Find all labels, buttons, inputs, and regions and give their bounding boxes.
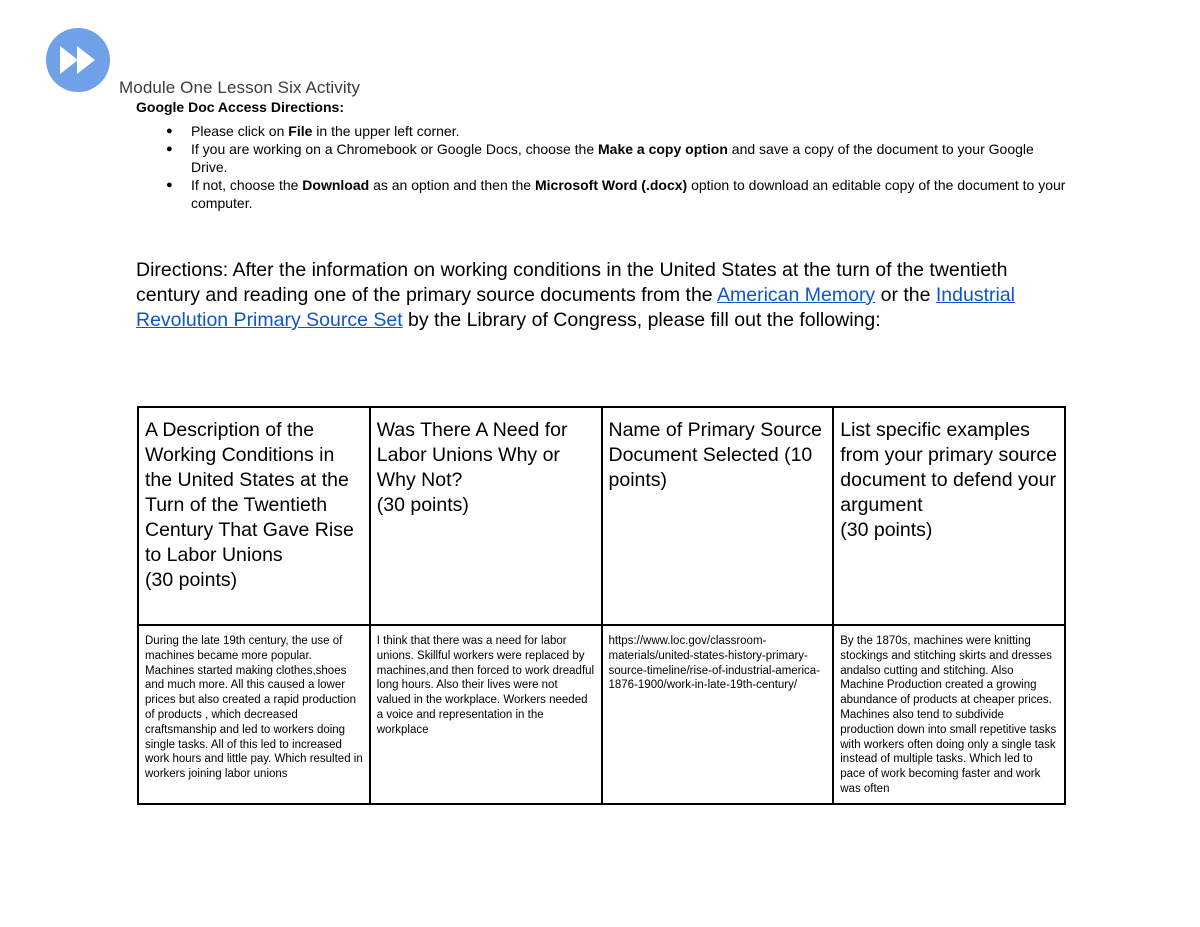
table-row [138, 625, 1065, 804]
access-directions-heading: Google Doc Access Directions: [136, 99, 344, 115]
list-item-text: Please click on File in the upper left corner. [191, 123, 460, 139]
list-item-text: If not, choose the Download as an option and then the Microsoft Word (.docx) option to download an editable copy of the document to your computer. [191, 177, 1066, 211]
list-item [136, 140, 1066, 176]
table-header-row [138, 407, 1065, 625]
bullet-icon: ● [166, 143, 173, 155]
answer-cell-source-name[interactable]: https://www.loc.gov/classroom-materials/united-states-history-primary-source-timeline/rise-of-industrial-america-1876-1900/work-in-late-19th-century/ [602, 625, 834, 804]
fast-forward-icon [45, 27, 111, 93]
column-header-need: Was There A Need for Labor Unions Why or Why Not? (30 points) [370, 407, 602, 625]
column-header-examples: List specific examples from your primary source document to defend your argument (30 points) [833, 407, 1065, 625]
industrial-revolution-source-set-link[interactable]: Industrial Revolution Primary Source Set [136, 284, 1016, 331]
access-directions-list [136, 122, 1066, 212]
list-item [136, 176, 1066, 212]
american-memory-link[interactable]: American Memory [716, 284, 876, 306]
module-title: Module One Lesson Six Activity [119, 78, 361, 97]
worksheet-table [137, 406, 1066, 805]
bullet-icon: ● [166, 179, 173, 191]
column-header-source-name: Name of Primary Source Document Selected (10 points) [602, 407, 834, 625]
directions-paragraph: Directions: After the information on working conditions in the United States at the turn of the twentieth century and reading one of the primary source documents from the American Memory or the Industrial Revolution Primary Source Set by the Library of Congress, please fill out the following: [136, 259, 1016, 331]
answer-cell-examples[interactable]: By the 1870s, machines were knitting stockings and stitching skirts and dresses andalso cutting and stitching. Also Machine Production created a growing abundance of products at cheaper prices. Machines also tend to subdivide production down into small repetitive tasks with workers often doing only a single task instead of multiple tasks. Which led to pace of work becoming faster and work was often [833, 625, 1065, 804]
answer-cell-description[interactable]: During the late 19th century, the use of machines became more popular. Machines started making clothes,shoes and much more. All this caused a lower prices but also created a rapid production of products , which decreased craftsmanship and led to workers doing single tasks. All of this led to increased work hours and little pay. Which resulted in workers joining labor unions [138, 625, 370, 804]
bullet-icon: ● [166, 125, 173, 137]
column-header-description: A Description of the Working Conditions in the United States at the Turn of the Twentieth Century That Gave Rise to Labor Unions (30 points) [138, 407, 370, 625]
answer-cell-need[interactable]: I think that there was a need for labor unions. Skillful workers were replaced by machines,and then forced to work dreadful long hours. Also their lives were not valued in the workplace. Workers needed a voice and representation in the workplace [370, 625, 602, 804]
list-item [136, 122, 1066, 140]
list-item-text: If you are working on a Chromebook or Google Docs, choose the Make a copy option and save a copy of the document to your Google Drive. [191, 141, 1034, 175]
